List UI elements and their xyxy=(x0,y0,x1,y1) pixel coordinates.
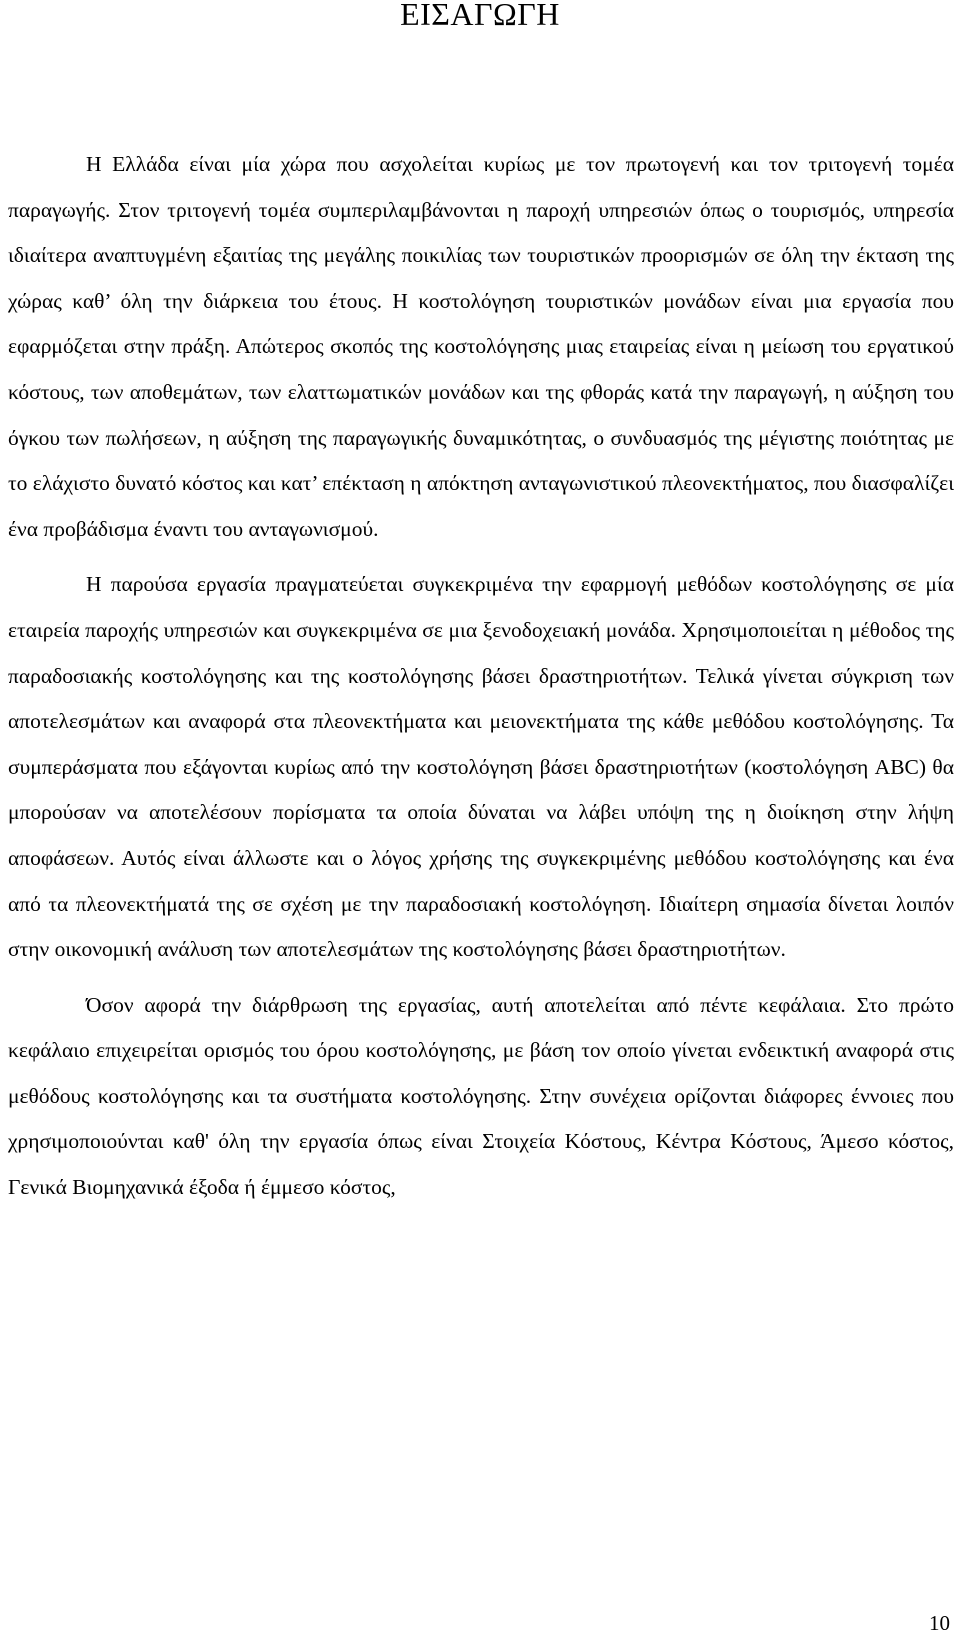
document-body xyxy=(8,142,954,1211)
page-number: 10 xyxy=(929,1611,950,1635)
paragraph-scope: Η παρούσα εργασία πραγματεύεται συγκεκριμένα την εφαρμογή μεθόδων κοστολόγησης σε μία εταιρεία παροχής υπηρεσιών και συγκεκριμένα σε μια ξενοδοχειακή μονάδα. Χρησιμοποιείται η μέθοδος της παραδοσιακής κοστολόγησης και της κοστολόγησης βάσει δραστηριοτήτων. Τελικά γίνεται σύγκριση των αποτελεσμάτων και αναφορά στα πλεονεκτήματα και μειονεκτήματα της κάθε μεθόδου κοστολόγησης. Τα συμπεράσματα που εξάγονται κυρίως από την κοστολόγηση βάσει δραστηριοτήτων (κοστολόγηση ABC) θα μπορούσαν να αποτελέσουν πορίσματα τα οποία δύναται να λάβει υπόψη της η διοίκηση στην λήψη αποφάσεων. Αυτός είναι άλλωστε και ο λόγος χρήσης της συγκεκριμένης μεθόδου κοστολόγησης και ένα από τα πλεονεκτήματά της σε σχέση με την παραδοσιακή κοστολόγηση. Ιδιαίτερη σημασία δίνεται λοιπόν στην οικονομική ανάλυση των αποτελεσμάτων της κοστολόγησης βάσει δραστηριοτήτων. xyxy=(8,572,954,962)
paragraph-introduction: Η Ελλάδα είναι μία χώρα που ασχολείται κυρίως με τον πρωτογενή και τον τριτογενή τομέα παραγωγής. Στον τριτογενή τομέα συμπεριλαμβάνονται η παροχή υπηρεσιών όπως ο τουρισμός, υπηρεσία ιδιαίτερα αναπτυγμένη εξαιτίας της μεγάλης ποικιλίας των τουριστικών προορισμών σε όλη την έκταση της χώρας καθ’ όλη την διάρκεια του έτους. Η κοστολόγηση τουριστικών μονάδων είναι μια εργασία που εφαρμόζεται στην πράξη. Απώτερος σκοπός της κοστολόγησης μιας εταιρείας είναι η μείωση του εργατικού κόστους, των αποθεμάτων, των ελαττωματικών μονάδων και της φθοράς κατά την παραγωγή, η αύξηση του όγκου των πωλήσεων, η αύξηση της παραγωγικής δυναμικότητας, ο συνδυασμός της μέγιστης ποιότητας με το ελάχιστο δυνατό κόστος και κατ’ επέκταση η απόκτηση ανταγωνιστικού πλεονεκτήματος, που διασφαλίζει ένα προβάδισμα έναντι του ανταγωνισμού. xyxy=(8,152,954,541)
page-title: ΕΙΣΑΓΩΓΗ xyxy=(400,0,560,32)
paragraph-structure: Όσον αφορά την διάρθρωση της εργασίας, αυτή αποτελείται από πέντε κεφάλαια. Στο πρώτο κεφάλαιο επιχειρείται ορισμός του όρου κοστολόγησης, με βάση τον οποίο γίνεται ενδεικτική αναφορά στις μεθόδους κοστολόγησης και τα συστήματα κοστολόγησης. Στην συνέχεια ορίζονται διάφορες έννοιες που χρησιμοποιούνται καθ' όλη την εργασία όπως είναι Στοιχεία Κόστους, Κέντρα Κόστους, Άμεσο κόστος, Γενικά Βιομηχανικά έξοδα ή έμμεσο κόστος, xyxy=(8,992,954,1200)
